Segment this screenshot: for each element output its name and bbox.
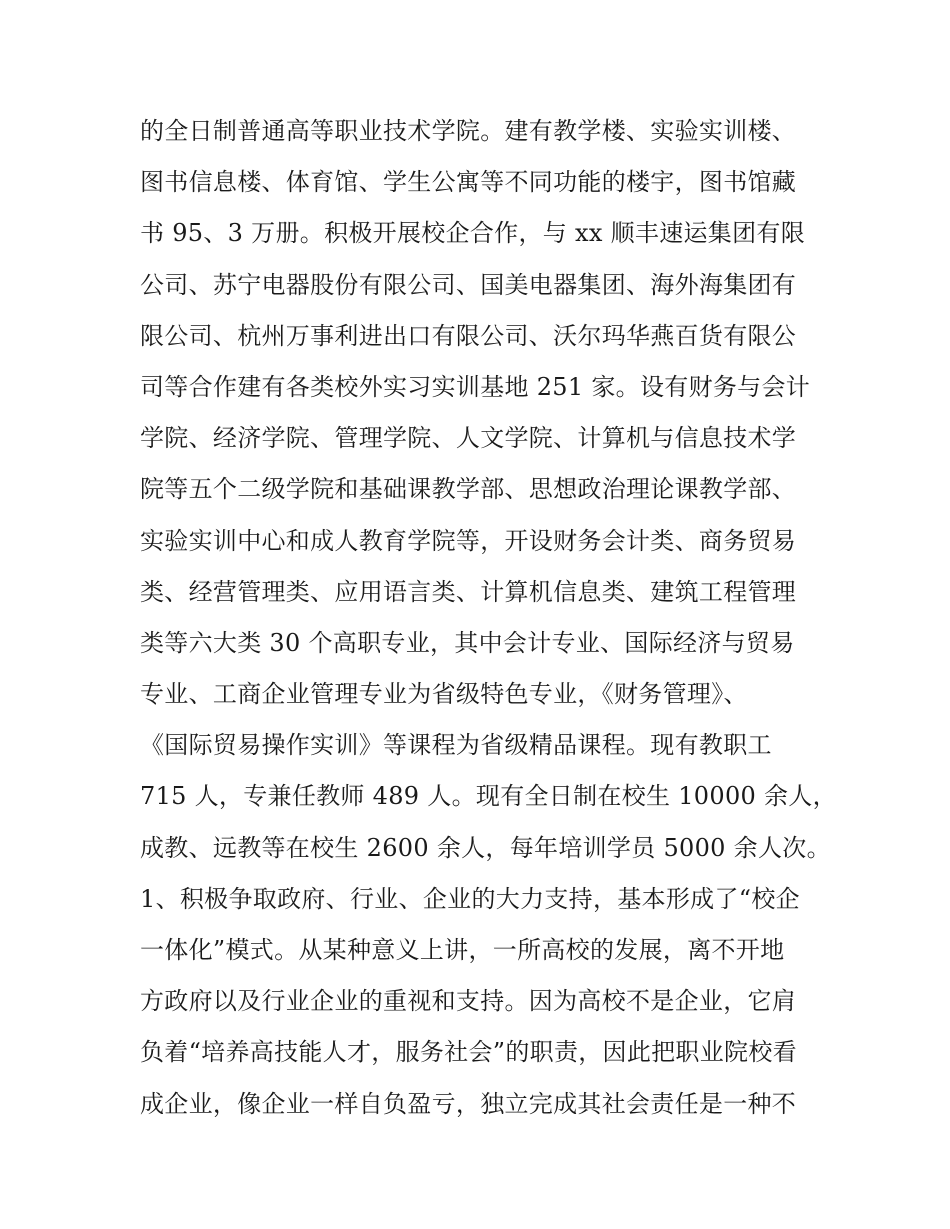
text-line: 成教、远教等在校生 2600 余人，每年培训学员 5000 余人次。 [140, 833, 831, 862]
text-line: 成企业，像企业一样自负盈亏，独立完成其社会责任是一种不 [140, 1089, 797, 1118]
text-line: 专业、工商企业管理专业为省级特色专业，《财务管理》、 [140, 680, 748, 709]
text-line: 类等六大类 30 个高职专业，其中会计专业、国际经济与贸易 [140, 628, 795, 657]
text-line: 学院、经济学院、管理学院、人文学院、计算机与信息技术学 [140, 424, 797, 453]
text-line: 书 95、3 万册。积极开展校企合作，与 xx 顺丰速运集团有限 [140, 219, 805, 248]
text-line: 类、经营管理类、应用语言类、计算机信息类、建筑工程管理 [140, 577, 797, 606]
text-line: 实验实训中心和成人教育学院等，开设财务会计类、商务贸易 [140, 526, 797, 555]
text-line: 限公司、杭州万事利进出口有限公司、沃尔玛华燕百货有限公 [140, 321, 797, 350]
text-line: 一体化”模式。从某种意义上讲，一所高校的发展，离不开地 [140, 936, 785, 964]
text-line: 1、积极争取政府、行业、企业的大力支持，基本形成了“校企 [140, 884, 800, 913]
text-line: 院等五个二级学院和基础课教学部、思想政治理论课教学部、 [140, 475, 797, 504]
text-line: 《国际贸易操作实训》等课程为省级精品课程。现有教职工 [140, 731, 772, 760]
text-line: 的全日制普通高等职业技术学院。建有教学楼、实验实训楼、 [140, 117, 797, 145]
text-line: 负着“培养高技能人才，服务社会”的职责，因此把职业院校看 [140, 1038, 797, 1067]
text-line: 司等合作建有各类校外实习实训基地 251 家。设有财务与会计 [140, 372, 811, 401]
text-line: 图书信息楼、体育馆、学生公寓等不同功能的楼宇，图书馆藏 [140, 168, 797, 197]
text-line: 公司、苏宁电器股份有限公司、国美电器集团、海外海集团有 [140, 270, 797, 299]
text-line: 方政府以及行业企业的重视和支持。因为高校不是企业，它肩 [140, 987, 797, 1016]
text-line: 715 人，专兼任教师 489 人。现有全日制在校生 10000 余人， [140, 782, 837, 811]
body-text [140, 106, 837, 1130]
